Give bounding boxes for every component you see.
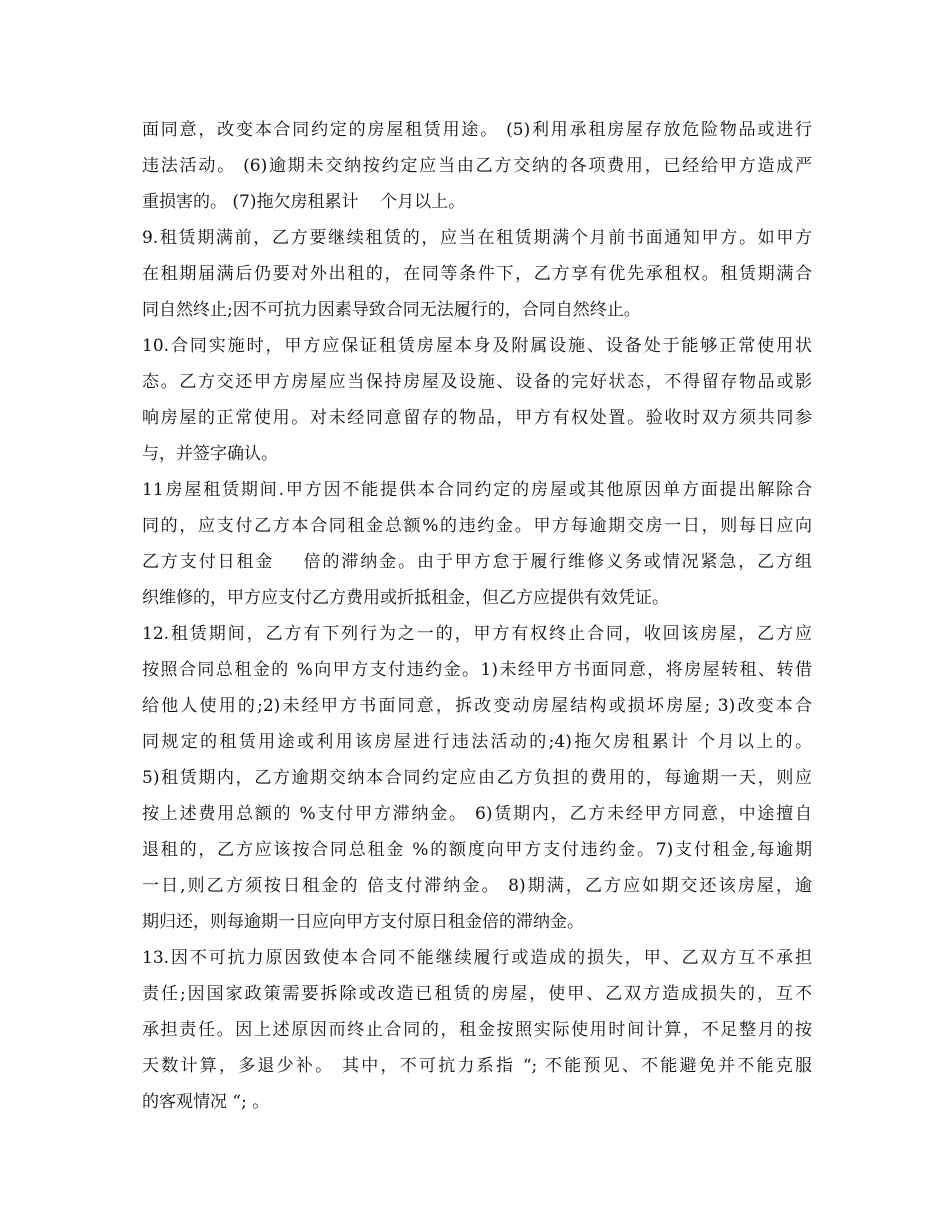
clause-10-line: 10.合同实施时，甲方应保证租赁房屋本身及附属设施、设备处于能够正常使用状 [142,336,812,356]
text-line: 违法活动。 (6)逾期未交纳按约定应当由乙方交纳的各项费用，已经给甲方造成严 [142,156,812,176]
text-line: 退租的，乙方应该按合同总租金 %的额度向甲方支付违约金。7)支付租金,每逾期 [142,840,812,860]
clause-13-line: 13.因不可抗力原因致使本合同不能继续履行或造成的损失，甲、乙双方互不承担 [142,948,812,968]
contract-text-body [142,112,812,1120]
text-line: 乙方支付日租金 倍的滞纳金。由于甲方怠于履行维修义务或情况紧急，乙方组 [142,552,812,572]
text-line: 一日,则乙方须按日租金的 倍支付滞纳金。 8)期满，乙方应如期交还该房屋，逾 [142,876,812,896]
text-line: 按上述费用总额的 %支付甲方滞纳金。 6)赁期内，乙方未经甲方同意，中途擅自 [142,804,812,824]
clause-11-line: 11房屋租赁期间.甲方因不能提供本合同约定的房屋或其他原因单方面提出解除合 [142,480,812,500]
text-line: 承担责任。因上述原因而终止合同的，租金按照实际使用时间计算，不足整月的按 [142,1020,812,1040]
text-line: 织维修的，甲方应支付乙方费用或折抵租金，但乙方应提供有效凭证。 [142,588,669,608]
text-line: 的客观情况 “; 。 [142,1092,270,1112]
text-line: 5)租赁期内，乙方逾期交纳本合同约定应由乙方负担的费用的，每逾期一天，则应 [142,768,812,788]
text-line: 与，并签字确认。 [142,444,278,464]
text-line: 责任;因国家政策需要拆除或改造已租赁的房屋，使甲、乙双方造成损失的，互不 [142,984,812,1004]
text-line: 期归还，则每逾期一日应向甲方支付原日租金倍的滞纳金。 [142,912,584,932]
text-line: 按照合同总租金的 %向甲方支付违约金。1)未经甲方书面同意，将房屋转租、转借 [142,660,812,680]
text-line: 同规定的租赁用途或利用该房屋进行违法活动的;4)拖欠房租累计 个月以上的。 [142,732,812,752]
text-line: 同自然终止;因不可抗力因素导致合同无法履行的，合同自然终止。 [142,300,641,320]
text-line: 响房屋的正常使用。对未经同意留存的物品，甲方有权处置。验收时双方须共同参 [142,408,812,428]
text-line: 在租期届满后仍要对外出租的，在同等条件下，乙方享有优先承租权。租赁期满合 [142,264,812,284]
text-line: 天数计算，多退少补。 其中，不可抗力系指 “; 不能预见、不能避免并不能克服 [142,1056,812,1076]
text-line: 面同意，改变本合同约定的房屋租赁用途。 (5)利用承租房屋存放危险物品或进行 [142,120,812,140]
text-line: 态。乙方交还甲方房屋应当保持房屋及设施、设备的完好状态，不得留存物品或影 [142,372,812,392]
text-line: 给他人使用的;2)未经甲方书面同意，拆改变动房屋结构或损坏房屋; 3)改变本合 [142,696,812,716]
text-line: 同的，应支付乙方本合同租金总额%的违约金。甲方每逾期交房一日，则每日应向 [142,516,812,536]
clause-12-line: 12.租赁期间，乙方有下列行为之一的，甲方有权终止合同，收回该房屋，乙方应 [142,624,812,644]
text-line: 重损害的。 (7)拖欠房租累计 个月以上。 [142,192,466,212]
clause-9-line: 9.租赁期满前，乙方要继续租赁的，应当在租赁期满个月前书面通知甲方。如甲方 [142,228,812,248]
